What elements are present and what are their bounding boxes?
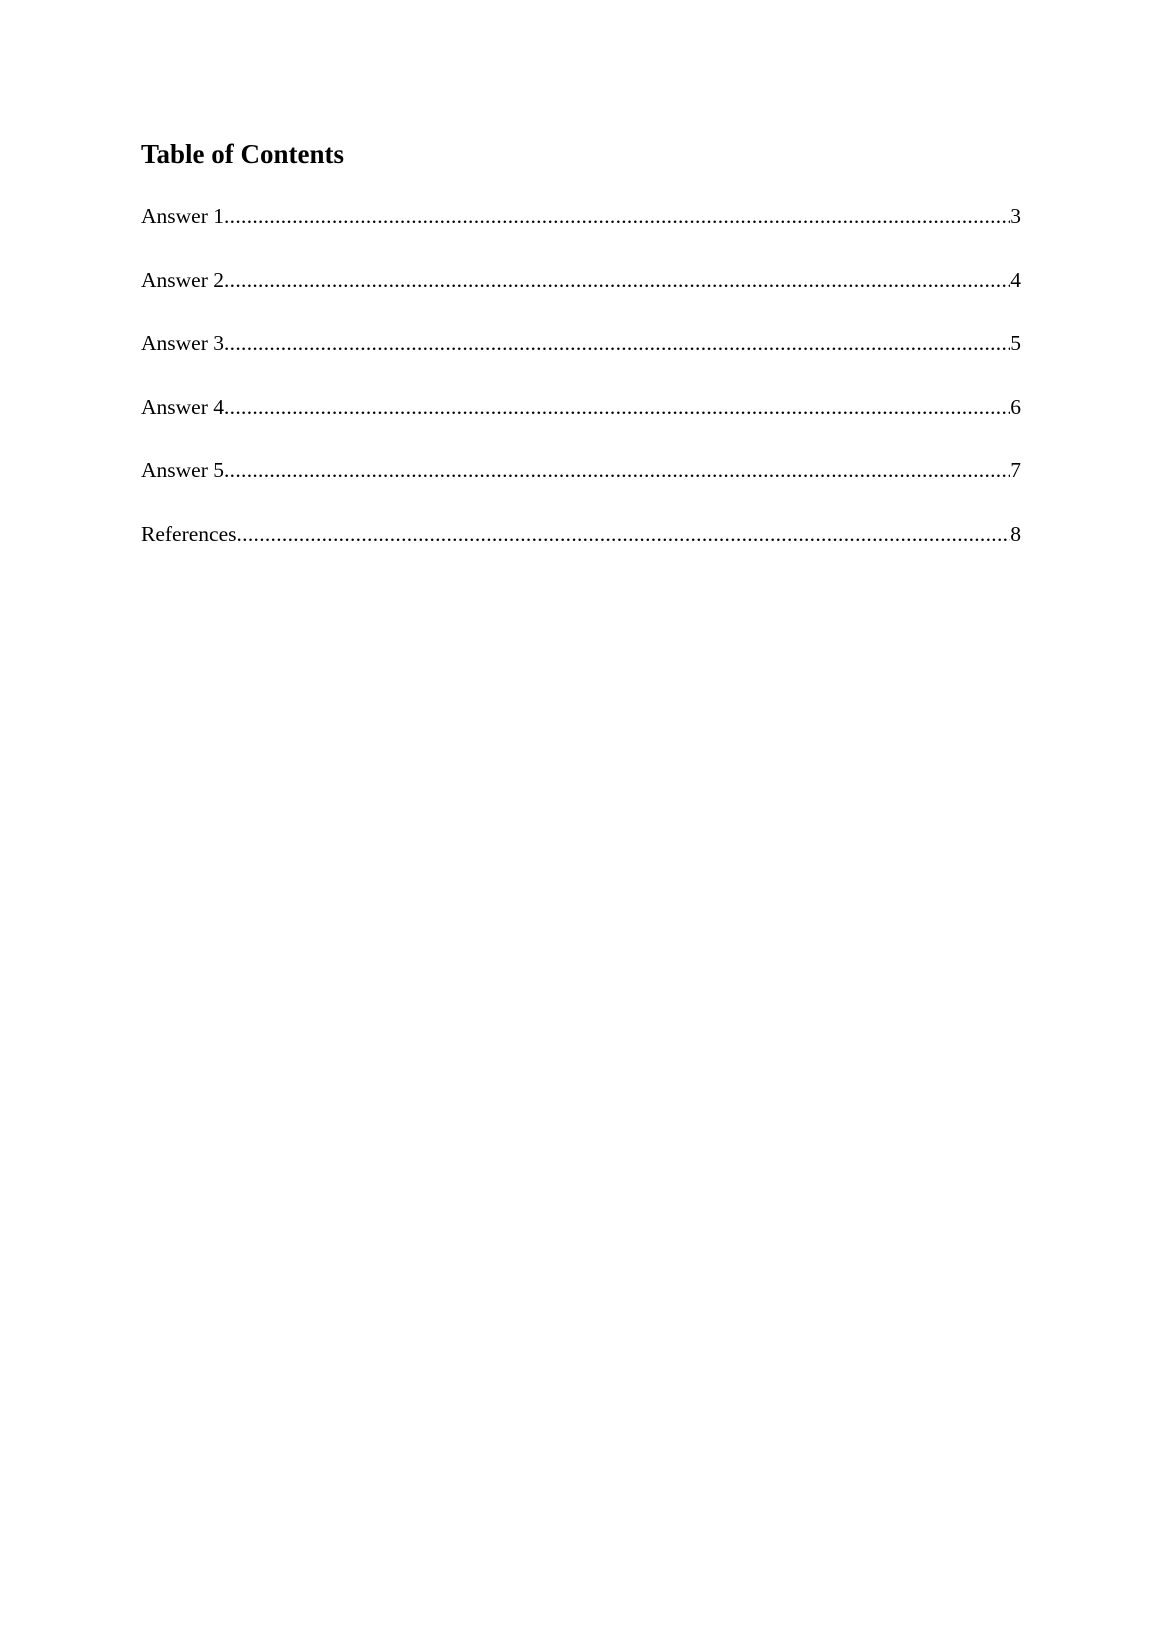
toc-entry-answer-2[interactable]: [141, 266, 1021, 294]
toc-entry-answer-4[interactable]: [141, 393, 1021, 421]
toc-entry-label: Answer 5: [141, 458, 224, 482]
toc-entry-references[interactable]: [141, 520, 1021, 548]
toc-entry-page-number: 8: [1010, 521, 1021, 546]
toc-title: Table of Contents: [141, 139, 345, 169]
toc-list: [141, 202, 1021, 583]
toc-dot-leader: [224, 202, 1010, 230]
toc-entry-page-number: 4: [1010, 267, 1021, 292]
toc-dot-leader: [224, 393, 1010, 421]
toc-entry-answer-5[interactable]: [141, 456, 1021, 484]
toc-entry-label: Answer 3: [141, 331, 224, 355]
toc-entry-label: Answer 4: [141, 394, 224, 419]
toc-dot-leader: [224, 456, 1010, 484]
toc-entry-label: Answer 1: [141, 204, 224, 228]
toc-entry-label: Answer 2: [141, 267, 224, 292]
toc-entry-page-number: 6: [1010, 394, 1021, 419]
toc-dot-leader: [237, 520, 1011, 548]
toc-entry-answer-3[interactable]: [141, 329, 1021, 357]
toc-entry-page-number: 5: [1010, 331, 1021, 355]
toc-dot-leader: [224, 266, 1010, 294]
toc-entry-answer-1[interactable]: [141, 202, 1021, 230]
toc-dot-leader: [224, 329, 1010, 357]
toc-entry-page-number: 3: [1010, 204, 1021, 228]
toc-entry-label: References: [141, 521, 237, 546]
toc-entry-page-number: 7: [1010, 458, 1021, 482]
